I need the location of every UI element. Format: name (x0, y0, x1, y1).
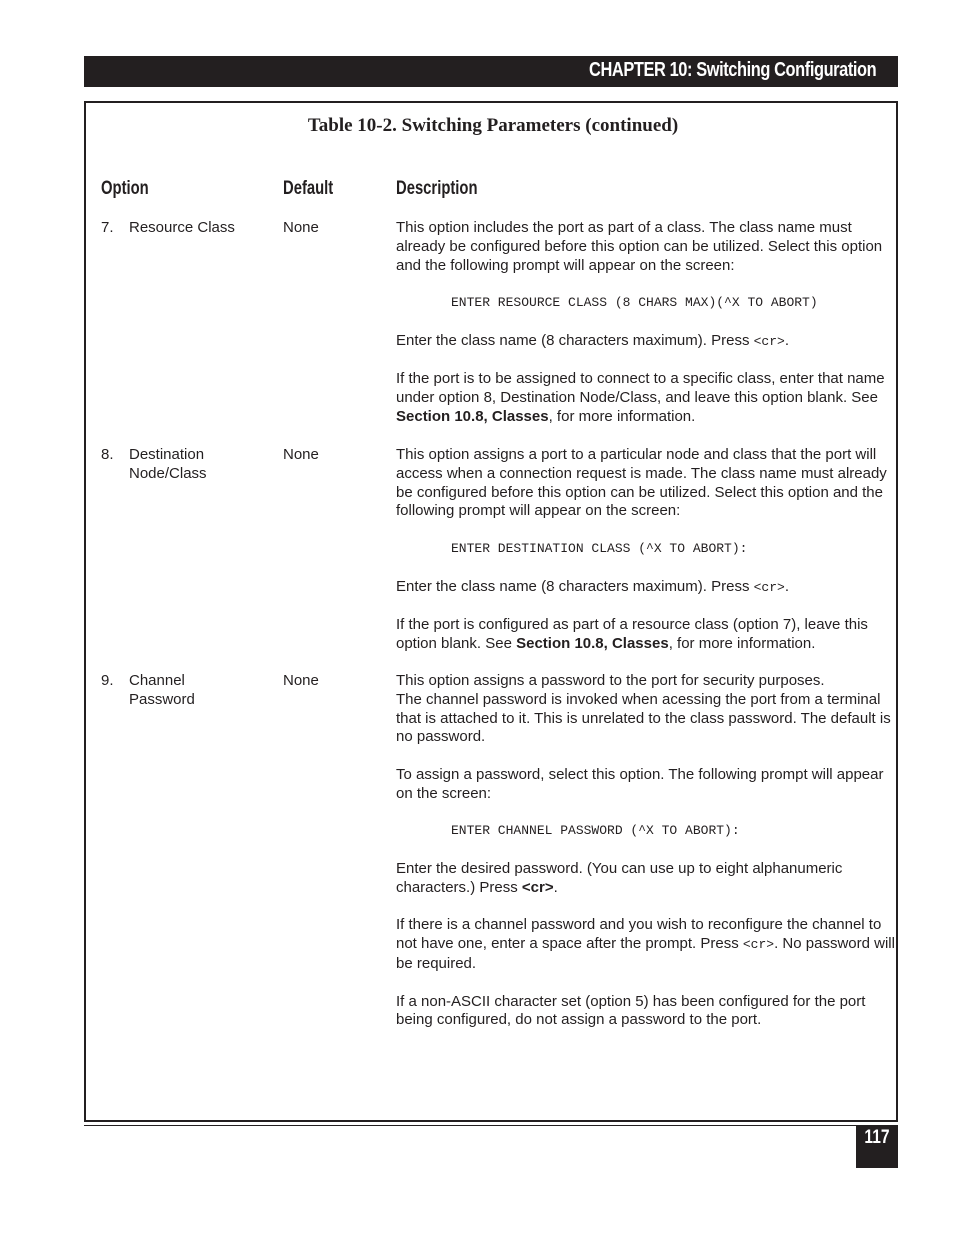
option-name: Resource Class (129, 219, 235, 236)
option-description (396, 219, 896, 427)
parameters-table (84, 101, 898, 1122)
column-header-description: Description (396, 178, 478, 199)
page-number-box (856, 1125, 898, 1168)
description-paragraph: If there is a channel password and you wish to reconfigure the channel to not have one, enter a space after the prompt. Press <cr>. No password will be required. (396, 916, 895, 972)
description-paragraph: If a non-ASCII character set (option 5) has been configured for the port being configured, do not assign a password to the port. (396, 992, 866, 1029)
key-code: <cr> (742, 937, 775, 953)
column-header-default: Default (283, 178, 334, 199)
option-number: 7. (101, 219, 114, 236)
table-title: Table 10-2. Switching Parameters (continued) (307, 115, 679, 136)
column-header-option: Option (101, 178, 149, 199)
description-paragraph: This option assigns a port to a particular node and class that the port will access when a connection request is made. The class name must already be configured before this option can be utilized. Select this option and the following prompt will appear on the screen: (396, 446, 887, 520)
option-name: Destination Node/Class (129, 446, 207, 482)
option-default: None (283, 672, 319, 689)
chapter-header-bar (84, 56, 898, 87)
description-paragraph: If the port is to be assigned to connect to a specific class, enter that name under option 8, Destination Node/Class, and leave this option blank. See Section 10.8, Classes, for more information. (396, 370, 885, 425)
description-paragraph: This option includes the port as part of a class. The class name must already be configured before this option can be utilized. Select this option and the following prompt will appear on the screen: (396, 219, 883, 274)
option-description (396, 446, 896, 654)
description-paragraph: Enter the class name (8 characters maximum). Press <cr>. (396, 331, 790, 349)
description-paragraph: If the port is configured as part of a resource class (option 7), leave this option blank. See Section 10.8, Classes, for more information. (396, 616, 868, 652)
description-paragraph: Enter the class name (8 characters maximum). Press <cr>. (396, 577, 790, 595)
screen-prompt: ENTER DESTINATION CLASS (^X TO ABORT): (451, 540, 748, 556)
option-description (396, 672, 896, 1030)
key-code: <cr> (521, 878, 554, 896)
screen-prompt: ENTER RESOURCE CLASS (8 CHARS MAX)(^X TO ABORT) (451, 295, 818, 311)
key-code: <cr> (753, 579, 785, 595)
option-number: 9. (101, 672, 114, 689)
description-paragraph: Enter the desired password. (You can use up to eight alphanumeric characters.) Press <cr>. (396, 859, 843, 896)
description-paragraph: This option assigns a password to the port for security purposes. (396, 672, 825, 689)
chapter-title: CHAPTER 10: Switching Configuration (588, 59, 876, 81)
section-reference: Section 10.8, Classes (396, 407, 549, 425)
screen-prompt: ENTER CHANNEL PASSWORD (^X TO ABORT): (451, 823, 740, 839)
description-paragraph: The channel password is invoked when acessing the port from a terminal that is attached to it. This is unrelated to the class password. The default is no password. (396, 690, 891, 746)
section-reference: Section 10.8, Classes (516, 634, 669, 652)
option-number: 8. (101, 446, 114, 463)
page-number: 117 (864, 1127, 890, 1148)
key-code: <cr> (753, 333, 785, 349)
description-paragraph: To assign a password, select this option. The following prompt will appear on the screen: (396, 765, 884, 802)
option-default: None (283, 219, 319, 236)
footer-rule (84, 1125, 898, 1126)
option-default: None (283, 446, 319, 463)
option-name: Channel Password (129, 672, 195, 708)
